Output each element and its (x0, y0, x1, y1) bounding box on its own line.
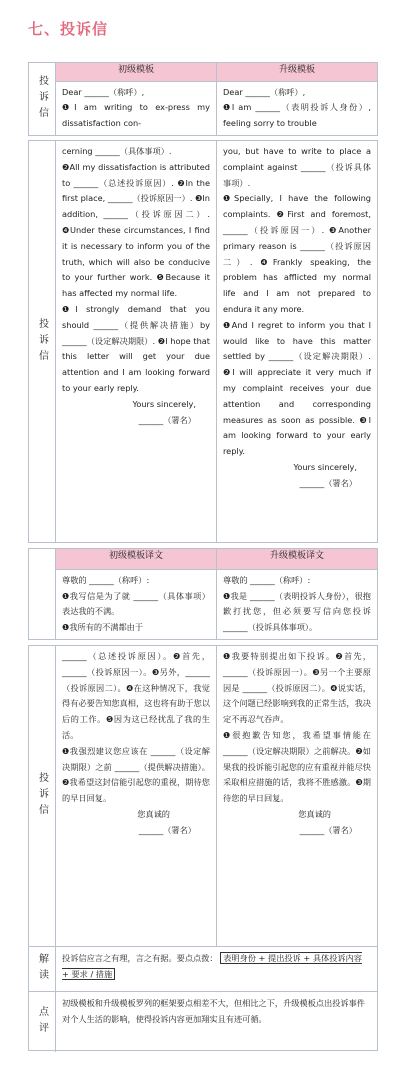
advanced-template-opening: Dear ______（称呼）, ❶I am ______（表明投诉人身份）, feeling sorry to trouble (216, 82, 377, 135)
translation-table-body (28, 645, 378, 1051)
row-label-toushuxin: 投诉信 (29, 63, 56, 135)
advanced-template-text: you, but have to write to place a complaint against ______（投诉具体事项）. ❶Specially, I have the following complaints. ❷First and foremost, ______（投诉原因一）. ❸Another primary reason is ______（投诉原因二）. ❹Frankly speaking, the problem has afflicted my normal life and I am not prepared to endura it any more. ❶And I regret to inform you that I would like to have this matter settled by ______（设定解决期限）. ❷I will appreciate it very much if my complaint receives your due attention and corresponding measures as soon as possible. ❸I am looking forward to your early reply. (223, 146, 371, 457)
page-title: 七、投诉信 (28, 20, 109, 38)
row-label-jiedu: 解读 (29, 947, 56, 991)
header-basic-template: 初级模板 (56, 63, 216, 81)
advanced-translation-opening: 尊敬的 ______（称呼）: ❶我是 ______（表明投诉人身份），很抱歉打扰您，但必须要写信向您投诉 ______（投诉具体事项）。 (216, 570, 377, 639)
basic-template-opening: Dear ______（称呼）, ❶I am writing to ex-press my dissatisfaction con- (62, 86, 210, 129)
basic-translation-text: ______（总述投诉原因）。❷首先，______（投诉原因一）。❸另外，______（投诉原因二）。❹在这种情况下，我觉得有必要告知您真相，这也将有助于您以后的工作。❺因为这已经扰乱了我的生活。 ❶我强烈建议您应该在 ______（设定解决期限）之前 ______（提供解决措施）。❷我希望这封信能引起您的重视，期待您的早日回复。 (62, 651, 210, 804)
basic-template-signature: ______（署名） (138, 414, 196, 425)
basic-translation-signature: ______（署名） (138, 824, 196, 835)
row-label-dianping: 点评 (29, 992, 56, 1052)
advanced-template-body (216, 141, 377, 542)
basic-translation-body (56, 646, 216, 946)
translation-table-top (28, 548, 378, 640)
advanced-translation-text: ❶我要特别提出如下投诉。❷首先，______（投诉原因一）。❸另一个主要原因是 ______（投诉原因二）。❹说实话，这个问题已经影响到我的正常生活，我决定不再忍气吞声。 ❶很抱歉告知您，我希望事情能在 ______（设定解决期限）之前解决。❷如果我的投诉能引起您的应有重视并能尽快采取相应措施的话，我将不胜感激。❸期待您的早日回复。 (223, 651, 371, 804)
template-table-body (28, 140, 378, 543)
header-advanced-template: 升级模板 (216, 63, 377, 81)
advanced-translation-signature: ______（署名） (299, 824, 357, 835)
jiedu-content (56, 947, 377, 991)
basic-template-body (56, 141, 216, 542)
row-label-toushuxin-3: 投诉信 (29, 646, 56, 946)
dianping-content: 初级模板和升级模板罗列的框架要点相差不大，但相比之下，升级模板点出投诉事件对个人生活的影响，使得投诉内容更加翔实且有迹可循。 (62, 998, 365, 1024)
basic-template-closing: Yours sincerely, (132, 398, 196, 409)
advanced-template-closing: Yours sincerely, (293, 461, 357, 472)
jiedu-highlight: 表明身份 + 提出投诉 + 具体投诉内容 + 要求 / 措施 (62, 953, 362, 979)
advanced-translation-closing: 您真诚的 (298, 808, 331, 819)
advanced-template-signature: ______（署名） (299, 477, 357, 488)
basic-translation-closing: 您真诚的 (137, 808, 170, 819)
header-advanced-translation: 升级模板译文 (216, 549, 377, 569)
advanced-translation-body (216, 646, 377, 946)
basic-translation-opening: 尊敬的 ______（称呼）: ❶我写信是为了就 ______（具体事项）表达我的不满。 ❶我所有的不满都由于 (62, 574, 210, 633)
jiedu-text: 投诉信应言之有理，言之有据。要点点拨： (62, 953, 218, 963)
header-basic-translation: 初级模板译文 (56, 549, 216, 569)
row-label-toushuxin-2: 投诉信 (29, 141, 56, 542)
basic-template-text: cerning ______（具体事项）. ❷All my dissatisfaction is attributed to ______（总述投诉原因）. ❷In the first place, ______（投诉原因一）. ❸In addition, ______（投诉原因二）. ❹Under these circumstances, I find it is necessary to inform you of the truth, which will also be conducive to your further work. ❺Because it has affected my normal life. ❶I strongly demand that you should ______（提供解决措施）by ______（设定解决期限）. ❷I hope that this letter will get your due attention and I am looking forward to your early reply. (62, 146, 210, 393)
template-table-top (28, 62, 378, 136)
row-label-empty (29, 549, 56, 639)
